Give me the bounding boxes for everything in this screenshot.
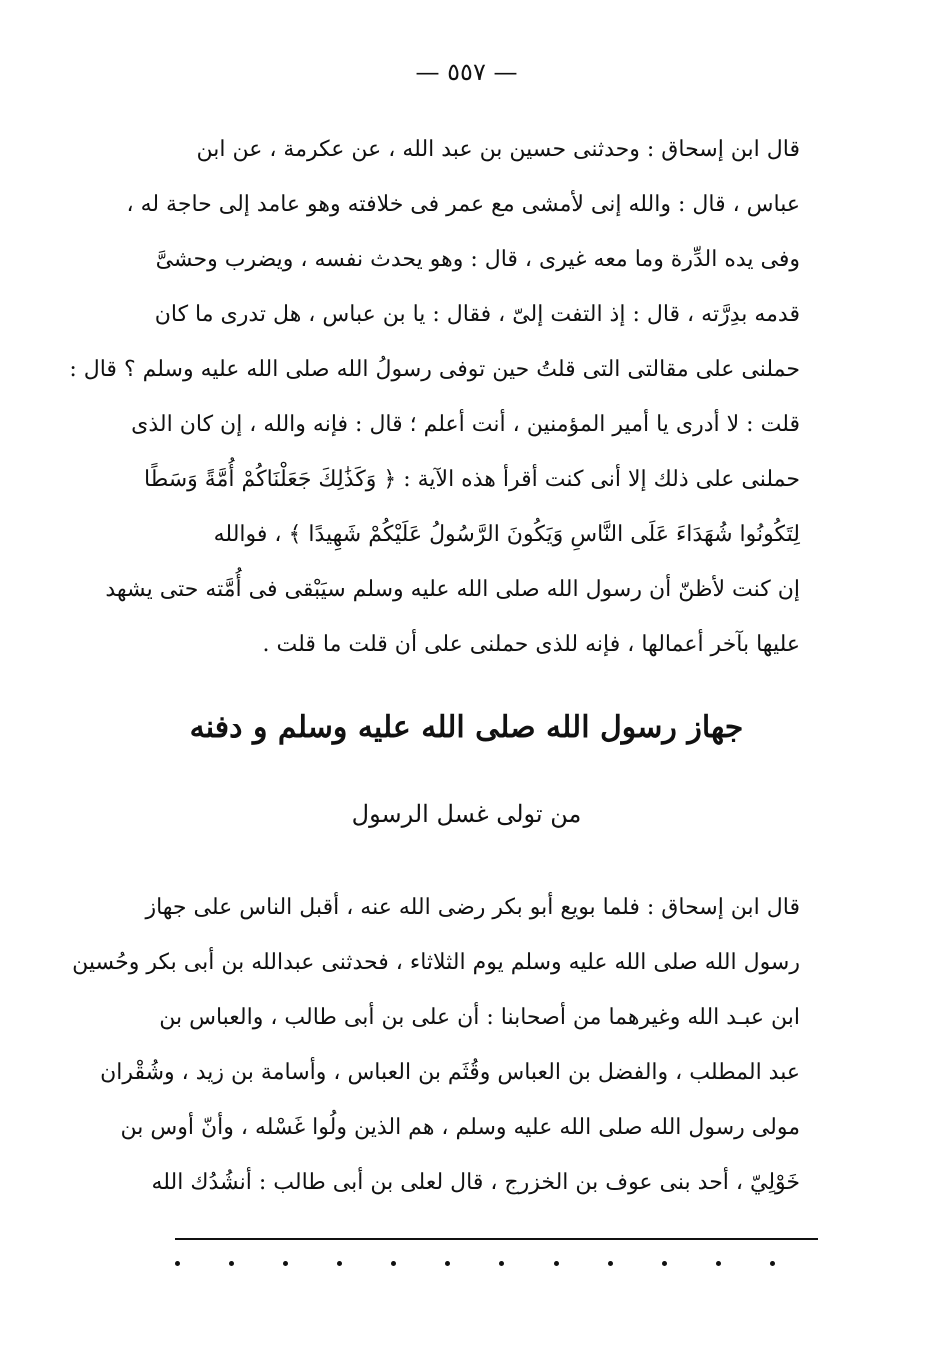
chapter-title: جهاز رسول الله صلى الله عليه وسلم و دفنه — [189, 710, 744, 745]
dot-marker — [283, 1261, 288, 1266]
footnote-dots — [175, 1258, 775, 1268]
text-line: قدمه بدِرَّته ، قال : إذ التفت إلىّ ، فقال : يا بن عباس ، هل تدرى ما كان — [154, 302, 800, 327]
text-line: حملنى على مقالتى التى قلتُ حين توفى رسولُ الله صلى الله عليه وسلم ؟ قال : — [69, 357, 800, 382]
dot-marker — [499, 1261, 504, 1266]
text-line: عليها بآخر أعمالها ، فإنه للذى حملنى على أن قلت ما قلت . — [262, 632, 800, 657]
text-line: وفى يده الدِّرة وما معه غيرى ، قال : وهو يحدث نفسه ، ويضرب وحشىَّ — [155, 247, 800, 272]
dot-marker — [716, 1261, 721, 1266]
text-line: رسول الله صلى الله عليه وسلم يوم الثلاثاء ، فحدثنى عبدالله بن أبى بكر وحُسين — [72, 950, 800, 975]
page-number: — ٥٥٧ — — [415, 58, 518, 86]
footnote-rule — [175, 1238, 818, 1240]
text-line: إن كنت لأظنّ أن رسول الله صلى الله عليه وسلم سيَبْقى فى أُمَّته حتى يشهد — [105, 577, 800, 602]
dot-marker — [445, 1261, 450, 1266]
passage-1 — [69, 122, 800, 672]
text-line: عبد المطلب ، والفضل بن العباس وقُثَم بن العباس ، وأسامة بن زيد ، وشُقْران — [100, 1060, 800, 1085]
text-line: لِتَكُونُوا شُهَدَاءَ عَلَى النَّاسِ وَيَكُونَ الرَّسُولُ عَلَيْكُمْ شَهِيدًا ﴾ ، فوالله — [213, 522, 800, 547]
dot-marker — [554, 1261, 559, 1266]
text-line: عباس ، قال : والله إنى لأمشى مع عمر فى خلافته وهو عامد إلى حاجة له ، — [126, 192, 800, 217]
text-line: ابن عبـد الله وغيرهما من أصحابنا : أن على بن أبى طالب ، والعباس بن — [159, 1005, 800, 1030]
text-line: خَوْلِيّ ، أحد بنى عوف بن الخزرج ، قال لعلى بن أبى طالب : أنشُدُك الله — [151, 1170, 800, 1195]
dot-marker — [391, 1261, 396, 1266]
passage-2 — [72, 880, 800, 1210]
text-line: قلت : لا أدرى يا أمير المؤمنين ، أنت أعلم ؛ قال : فإنه والله ، إن كان الذى — [131, 412, 800, 437]
dot-marker — [770, 1261, 775, 1266]
text-line: قال ابن إسحاق : فلما بويع أبو بكر رضى الله عنه ، أقبل الناس على جهاز — [145, 895, 800, 920]
text-line: مولى رسول الله صلى الله عليه وسلم ، هم الذين ولُوا غَسْله ، وأنّ أوس بن — [120, 1115, 800, 1140]
dot-marker — [662, 1261, 667, 1266]
text-line: حملنى على ذلك إلا أنى كنت أقرأ هذه الآية : ﴿ وَكَذَٰلِكَ جَعَلْنَاكُمْ أُمَّةً وَسَطًا — [144, 467, 800, 492]
dot-marker — [229, 1261, 234, 1266]
dot-marker — [608, 1261, 613, 1266]
dot-marker — [175, 1261, 180, 1266]
text-line: قال ابن إسحاق : وحدثنى حسين بن عبد الله ، عن عكرمة ، عن ابن — [196, 137, 800, 162]
dot-marker — [337, 1261, 342, 1266]
section-subtitle: من تولى غسل الرسول — [351, 800, 582, 828]
